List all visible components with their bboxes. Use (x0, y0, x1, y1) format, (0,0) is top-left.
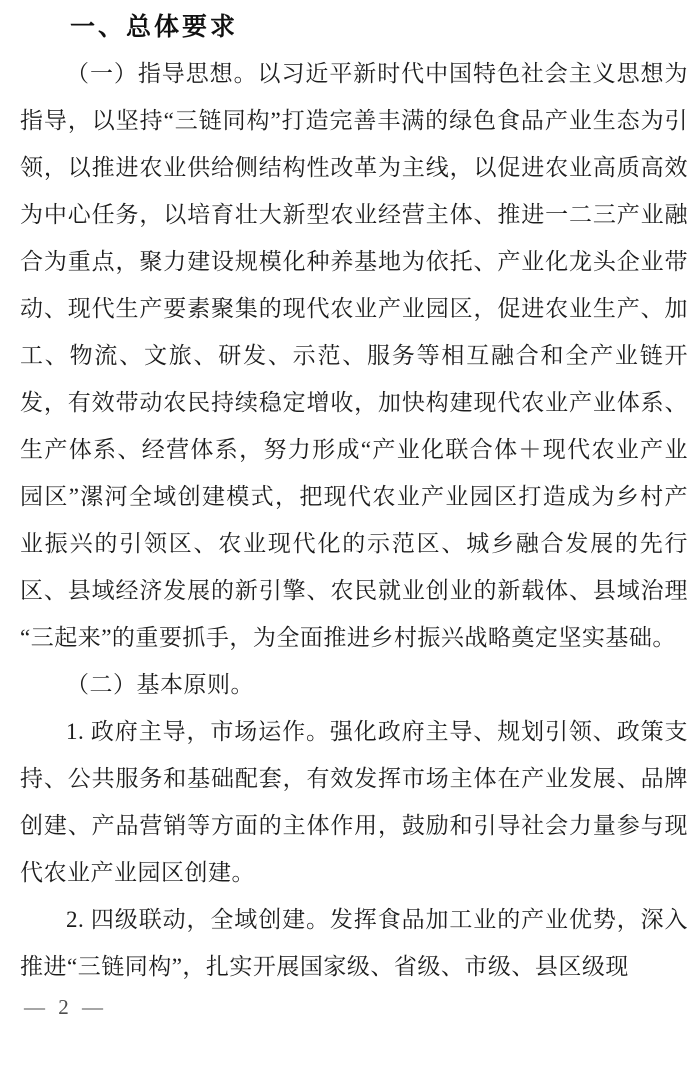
document-body (20, 3, 688, 990)
paragraph-principle-2: 2. 四级联动，全域创建。发挥食品加工业的产业优势，深入推进“三链同构”，扎实开展国家级、省级、市级、县区级现 (20, 907, 688, 979)
paragraph-principle-1: 1. 政府主导，市场运作。强化政府主导、规划引领、政策支持、公共服务和基础配套，有效发挥市场主体在产业发展、品牌创建、产品营销等方面的主体作用，鼓励和引导社会力量参与现代农业产业园区创建。 (20, 719, 688, 885)
section-heading: 一、总体要求 (70, 12, 239, 41)
paragraph-guiding-ideology: （一）指导思想。以习近平新时代中国特色社会主义思想为指导，以坚持“三链同构”打造完善丰满的绿色食品产业生态为引领，以推进农业供给侧结构性改革为主线，以促进农业高质高效为中心任务，以培育壮大新型农业经营主体、推进一二三产业融合为重点，聚力建设规模化种养基地为依托、产业化龙头企业带动、现代生产要素聚集的现代农业产业园区，促进农业生产、加工、物流、文旅、研发、示范、服务等相互融合和全产业链开发，有效带动农民持续稳定增收，加快构建现代农业产业体系、生产体系、经营体系，努力形成“产业化联合体＋现代农业产业园区”漯河全域创建模式，把现代农业产业园区打造成为乡村产业振兴的引领区、农业现代化的示范区、城乡融合发展的先行区、县域经济发展的新引擎、农民就业创业的新载体、县域治理“三起来”的重要抓手，为全面推进乡村振兴战略奠定坚实基础。 (20, 61, 688, 650)
page-number: — 2 — (24, 995, 107, 1019)
paragraph-basic-principles-heading: （二）基本原则。 (66, 672, 254, 697)
